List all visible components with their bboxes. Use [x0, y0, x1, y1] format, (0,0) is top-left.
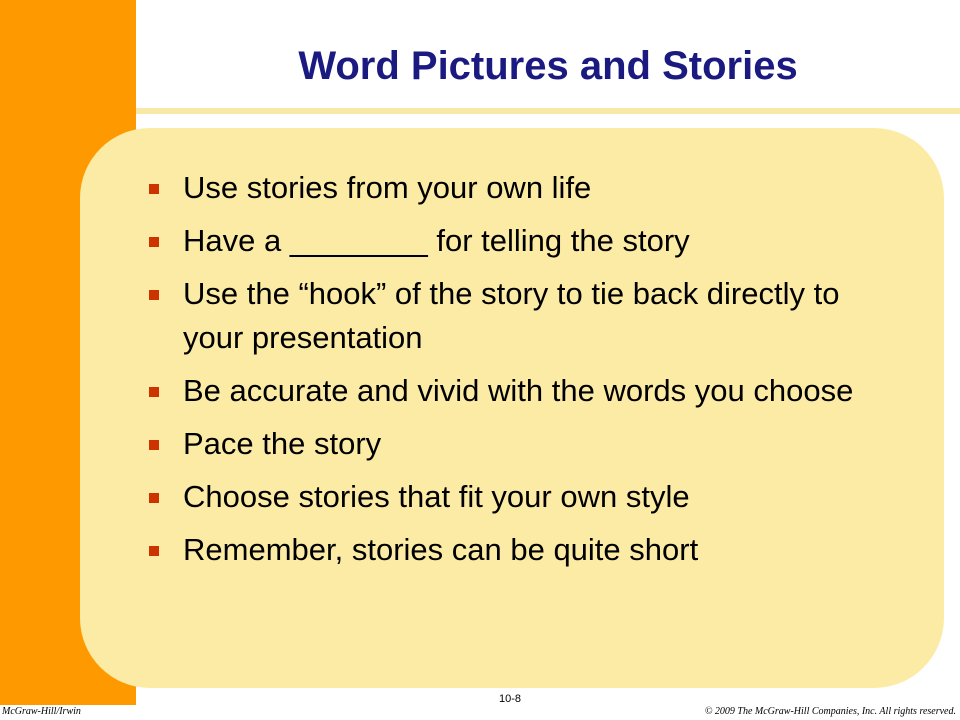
title-divider	[136, 108, 960, 114]
copyright-footer: © 2009 The McGraw-Hill Companies, Inc. All rights reserved.	[704, 706, 956, 717]
bullet-item	[146, 528, 886, 572]
bullet-text: Use the “hook” of the story to tie back directly to your presentation	[183, 276, 840, 355]
bullet-item	[146, 166, 886, 210]
bullet-text: Pace the story	[183, 426, 382, 461]
publisher-footer: McGraw-Hill/Irwin	[2, 706, 81, 717]
bullet-text: Be accurate and vivid with the words you choose	[183, 373, 854, 408]
slide-title: Word Pictures and Stories	[298, 44, 798, 88]
square-bullet-icon	[149, 290, 159, 300]
bullet-text: Choose stories that fit your own style	[183, 479, 690, 514]
bullet-text: Remember, stories can be quite short	[183, 532, 699, 567]
square-bullet-icon	[149, 493, 159, 503]
page-number: 10-8	[498, 693, 522, 705]
square-bullet-icon	[149, 440, 159, 450]
bullet-item	[146, 475, 886, 519]
bullet-item	[146, 422, 886, 466]
square-bullet-icon	[149, 237, 159, 247]
bullet-item	[146, 369, 886, 413]
square-bullet-icon	[149, 546, 159, 556]
square-bullet-icon	[149, 184, 159, 194]
bullet-item	[146, 272, 886, 360]
bullet-list	[146, 166, 886, 581]
square-bullet-icon	[149, 387, 159, 397]
bullet-item	[146, 219, 886, 263]
bullet-text: Use stories from your own life	[183, 170, 592, 205]
bullet-text: Have a ________ for telling the story	[183, 223, 690, 258]
